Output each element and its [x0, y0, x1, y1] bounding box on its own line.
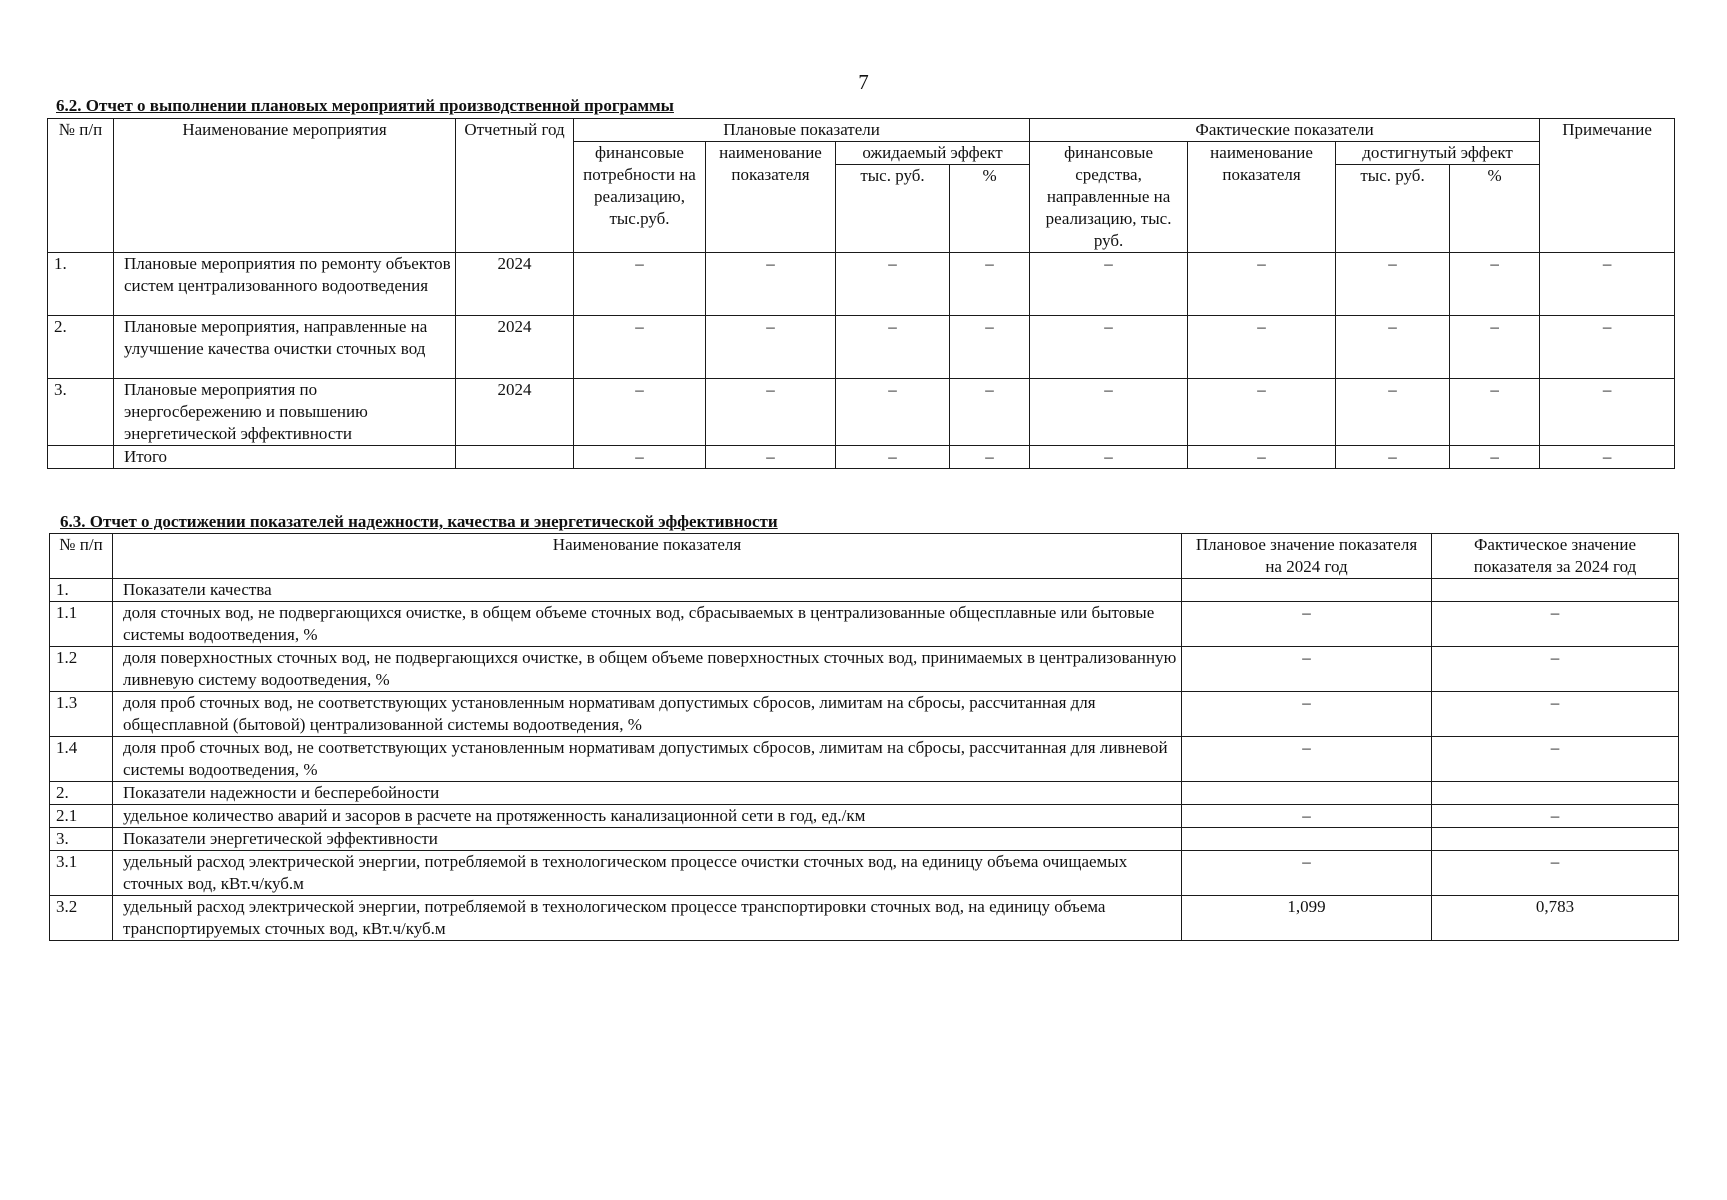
indicator-num: 2.1	[50, 805, 113, 828]
plan-group-header: Плановые показатели	[574, 119, 1030, 142]
report-year: 2024	[456, 316, 574, 379]
indicators-header-row	[50, 534, 1679, 579]
table-row	[50, 805, 1679, 828]
plan-effect-pct-header: %	[950, 165, 1030, 253]
indicator-fact-value: –	[1432, 602, 1679, 647]
table-row	[50, 851, 1679, 896]
table-row	[50, 737, 1679, 782]
fact-fin-header: финансовые средства, направленные на реализацию, тыс. руб.	[1030, 142, 1188, 253]
note-value: –	[1540, 446, 1675, 469]
col-name-header: Наименование мероприятия	[114, 119, 456, 253]
plan-fin-value: –	[574, 253, 706, 316]
report-year: 2024	[456, 379, 574, 446]
indicator-name: Показатели качества	[113, 579, 1182, 602]
fact-rub-value: –	[1336, 253, 1450, 316]
ind-name-header: Наименование показателя	[113, 534, 1182, 579]
table-row	[48, 379, 1675, 446]
plan-fin-header: финансовые потребности на реализацию, тыс.руб.	[574, 142, 706, 253]
indicator-plan-value: –	[1182, 737, 1432, 782]
indicator-plan-value: –	[1182, 692, 1432, 737]
fact-pct-value: –	[1450, 446, 1540, 469]
header-row-1	[48, 119, 1675, 142]
indicator-num: 1.1	[50, 602, 113, 647]
row-num: 3.	[48, 379, 114, 446]
indicator-plan-value: –	[1182, 602, 1432, 647]
indicator-num: 3.1	[50, 851, 113, 896]
indicator-fact-value: –	[1432, 647, 1679, 692]
fact-fin-value: –	[1030, 253, 1188, 316]
indicator-name: доля проб сточных вод, не соответствующих установленным нормативам допустимых сбросов, лимитам на сбросы, рассчитанная для общесплавной (бытовой) централизованной системы водоотведения, %	[113, 692, 1182, 737]
plan-fin-value: –	[574, 316, 706, 379]
indicator-num: 3.	[50, 828, 113, 851]
indicator-name: доля поверхностных сточных вод, не подвергающихся очистке, в общем объеме поверхностных сточных вод, принимаемых в централизованную ливневую систему водоотведения, %	[113, 647, 1182, 692]
report-year	[456, 446, 574, 469]
table-row	[50, 602, 1679, 647]
plan-rub-value: –	[836, 316, 950, 379]
plan-pct-value: –	[950, 253, 1030, 316]
plan-fin-value: –	[574, 379, 706, 446]
planned-activities-table	[47, 118, 1675, 469]
table-row	[48, 446, 1675, 469]
fact-rub-value: –	[1336, 379, 1450, 446]
plan-pct-value: –	[950, 316, 1030, 379]
fact-fin-value: –	[1030, 316, 1188, 379]
note-value: –	[1540, 316, 1675, 379]
table-row	[50, 896, 1679, 941]
plan-rub-value: –	[836, 253, 950, 316]
table-row	[50, 579, 1679, 602]
activity-name: Плановые мероприятия по энергосбережению и повышению энергетической эффективности	[114, 379, 456, 446]
activity-name: Итого	[114, 446, 456, 469]
plan-ind-name-header: наименование показателя	[706, 142, 836, 253]
indicator-plan-value	[1182, 828, 1432, 851]
indicator-num: 3.2	[50, 896, 113, 941]
fact-effect-pct-header: %	[1450, 165, 1540, 253]
fact-ind-value: –	[1188, 446, 1336, 469]
plan-ind-value: –	[706, 446, 836, 469]
indicators-table	[49, 533, 1679, 941]
indicator-name: доля проб сточных вод, не соответствующих установленным нормативам допустимых сбросов, лимитам на сбросы, рассчитанная для ливневой системы водоотведения, %	[113, 737, 1182, 782]
indicator-name: удельный расход электрической энергии, потребляемой в технологическом процессе транспортировки сточных вод, на единицу объема транспортируемых сточных вод, кВт.ч/куб.м	[113, 896, 1182, 941]
indicator-plan-value: –	[1182, 647, 1432, 692]
col-note-header: Примечание	[1540, 119, 1675, 253]
fact-ind-value: –	[1188, 316, 1336, 379]
fact-ind-value: –	[1188, 253, 1336, 316]
fact-pct-value: –	[1450, 316, 1540, 379]
indicator-fact-value: –	[1432, 692, 1679, 737]
plan-rub-value: –	[836, 446, 950, 469]
indicator-name: удельное количество аварий и засоров в расчете на протяженность канализационной сети в год, ед./км	[113, 805, 1182, 828]
indicator-fact-value	[1432, 579, 1679, 602]
table-row	[50, 692, 1679, 737]
plan-pct-value: –	[950, 446, 1030, 469]
report-year: 2024	[456, 253, 574, 316]
fact-rub-value: –	[1336, 446, 1450, 469]
indicator-plan-value: –	[1182, 851, 1432, 896]
fact-fin-value: –	[1030, 446, 1188, 469]
plan-fin-value: –	[574, 446, 706, 469]
indicator-fact-value	[1432, 782, 1679, 805]
ind-plan-header: Плановое значение показателя на 2024 год	[1182, 534, 1432, 579]
indicator-fact-value	[1432, 828, 1679, 851]
plan-effect-header: ожидаемый эффект	[836, 142, 1030, 165]
activity-name: Плановые мероприятия, направленные на улучшение качества очистки сточных вод	[114, 316, 456, 379]
plan-rub-value: –	[836, 379, 950, 446]
section-62-title: 6.2. Отчет о выполнении плановых мероприятий производственной программы	[56, 96, 674, 115]
indicator-fact-value: –	[1432, 737, 1679, 782]
row-num	[48, 446, 114, 469]
indicator-plan-value	[1182, 782, 1432, 805]
plan-ind-value: –	[706, 379, 836, 446]
indicator-name: Показатели надежности и бесперебойности	[113, 782, 1182, 805]
fact-ind-name-header: наименование показателя	[1188, 142, 1336, 253]
section-63-title: 6.3. Отчет о достижении показателей надежности, качества и энергетической эффективности	[60, 512, 778, 531]
indicator-num: 1.4	[50, 737, 113, 782]
indicator-num: 1.	[50, 579, 113, 602]
indicator-plan-value	[1182, 579, 1432, 602]
indicator-name: доля сточных вод, не подвергающихся очистке, в общем объеме сточных вод, сбрасываемых в централизованные общесплавные или бытовые системы водоотведения, %	[113, 602, 1182, 647]
page-number: 7	[858, 70, 869, 94]
fact-group-header: Фактические показатели	[1030, 119, 1540, 142]
fact-fin-value: –	[1030, 379, 1188, 446]
table-row	[48, 316, 1675, 379]
plan-pct-value: –	[950, 379, 1030, 446]
table-row	[48, 253, 1675, 316]
indicator-name: удельный расход электрической энергии, потребляемой в технологическом процессе очистки сточных вод, на единицу объема очищаемых сточных вод, кВт.ч/куб.м	[113, 851, 1182, 896]
note-value: –	[1540, 253, 1675, 316]
indicator-num: 1.2	[50, 647, 113, 692]
row-num: 2.	[48, 316, 114, 379]
activity-name: Плановые мероприятия по ремонту объектов систем централизованного водоотведения	[114, 253, 456, 316]
fact-rub-value: –	[1336, 316, 1450, 379]
ind-num-header: № п/п	[50, 534, 113, 579]
col-year-header: Отчетный год	[456, 119, 574, 253]
note-value: –	[1540, 379, 1675, 446]
ind-fact-header: Фактическое значение показателя за 2024 год	[1432, 534, 1679, 579]
plan-effect-rub-header: тыс. руб.	[836, 165, 950, 253]
col-num-header: № п/п	[48, 119, 114, 253]
fact-effect-rub-header: тыс. руб.	[1336, 165, 1450, 253]
table-row	[50, 782, 1679, 805]
table-row	[50, 647, 1679, 692]
plan-ind-value: –	[706, 253, 836, 316]
indicator-fact-value: –	[1432, 805, 1679, 828]
indicator-plan-value: –	[1182, 805, 1432, 828]
fact-effect-header: достигнутый эффект	[1336, 142, 1540, 165]
fact-pct-value: –	[1450, 253, 1540, 316]
table-row	[50, 828, 1679, 851]
fact-pct-value: –	[1450, 379, 1540, 446]
indicator-plan-value: 1,099	[1182, 896, 1432, 941]
row-num: 1.	[48, 253, 114, 316]
indicator-name: Показатели энергетической эффективности	[113, 828, 1182, 851]
indicator-fact-value: 0,783	[1432, 896, 1679, 941]
fact-ind-value: –	[1188, 379, 1336, 446]
indicator-fact-value: –	[1432, 851, 1679, 896]
indicator-num: 1.3	[50, 692, 113, 737]
indicator-num: 2.	[50, 782, 113, 805]
plan-ind-value: –	[706, 316, 836, 379]
